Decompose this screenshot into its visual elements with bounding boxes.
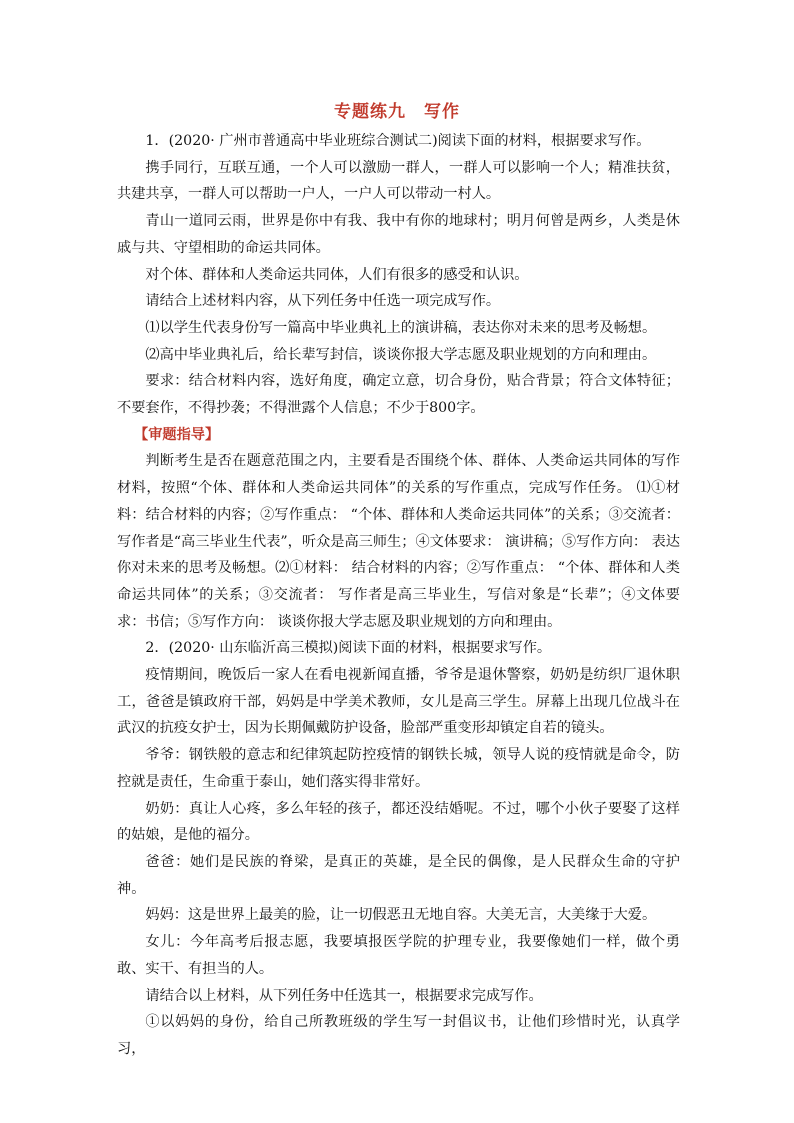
dialogue-mom: 妈妈：这是世界上最美的脸，让一切假恶丑无地自容。大美无言，大美缘于大爱。 [145,907,657,924]
material-paragraph: 疫情期间，晚饭后一家人在看电视新闻直播，爷爷是退休警察，奶奶是纺织厂退休职工，爸爸是镇政府干部，妈妈是中学美术教师，女儿是高三学生。屏幕上出现几位战斗在武汉的抗疫女护士，因为长期佩戴防护设备，脸部严重变形却镇定自若的镜头。 [117,667,680,737]
question-1-heading: 1．(2020· 广州市普通高中毕业班综合测试二)阅读下面的材料，根据要求写作。 [145,133,651,149]
task-option-1: ⑴以学生代表身份写一篇高中毕业典礼上的演讲稿，表达你对未来的思考及畅想。 [145,319,657,336]
dialogue-daughter: 女儿：今年高考后报志愿，我要填报医学院的护理专业，我要像她们一样，做个勇敢、实干、有担当的人。 [117,934,680,977]
document-body [117,128,680,1063]
dialogue-grandpa: 爷爷：钢铁般的意志和纪律筑起防控疫情的钢铁长城，领导人说的疫情就是命令，防控就是责任，生命重于泰山，她们落实得非常好。 [117,747,680,790]
page-title: 专题练九 写作 [334,102,460,122]
material-paragraph: 青山一道同云雨，世界是你中有我、我中有你的地球村；明月何曾是两乡，人类是休戚与共、守望相助的命运共同体。 [117,213,680,256]
dialogue-grandma: 奶奶：真让人心疼，多么年轻的孩子，都还没结婚呢。不过，哪个小伙子要娶了这样的姑娘，是他的福分。 [117,800,680,844]
guidance-paragraph: 判断考生是否在题意范围之内，主要看是否围绕个体、群体、人类命运共同体的写作材料，按照“个体、群体和人类命运共同体”的关系的写作重点，完成写作任务。 ⑴①材料：结合材料的内容；②写作重点： “个体、群体和人类命运共同体”的关系；③交流者： 写作者是“高三毕业生代表”，听众是高三师生；④文体要求： 演讲稿；⑤写作方向： 表达你对未来的思考及畅想。⑵①材料： 结合材料的内容；②写作重点： “个体、群体和人类命运共同体”的关系；③交流者： 写作者是高三毕业生，写信对象是“长辈”；④文体要求：书信；⑤写作方向： 谈谈你报大学志愿及职业规划的方向和理由。 [117,453,680,630]
requirements: 要求：结合材料内容，选好角度，确定立意，切合身份，贴合背景；符合文体特征；不要套作，不得抄袭；不得泄露个人信息；不少于800字。 [117,373,680,417]
question-2-heading: 2．(2020· 山东临沂高三模拟)阅读下面的材料，根据要求写作。 [145,640,552,657]
material-paragraph: 对个体、群体和人类命运共同体，人们有很多的感受和认识。 [145,266,529,283]
task-instruction: 请结合以上材料，从下列任务中任选其一，根据要求完成写作。 [145,987,543,1004]
dialogue-dad: 爸爸：她们是民族的脊梁，是真正的英雄，是全民的偶像，是人民群众生命的守护神。 [117,853,680,897]
task-option-1: ①以妈妈的身份，给自己所教班级的学生写一封倡议书，让他们珍惜时光，认真学习， [117,1014,680,1057]
task-instruction: 请结合上述材料内容，从下列任务中任选一项完成写作。 [145,293,501,310]
guidance-heading: 【审题指导】 [134,426,220,443]
task-option-2: ⑵高中毕业典礼后，给长辈写封信，谈谈你报大学志愿及职业规划的方向和理由。 [145,346,657,363]
material-paragraph: 携手同行，互联互通，一个人可以激励一群人，一群人可以影响一个人；精准扶贫，共建共享，一群人可以帮助一户人，一户人可以带动一村人。 [117,159,680,203]
